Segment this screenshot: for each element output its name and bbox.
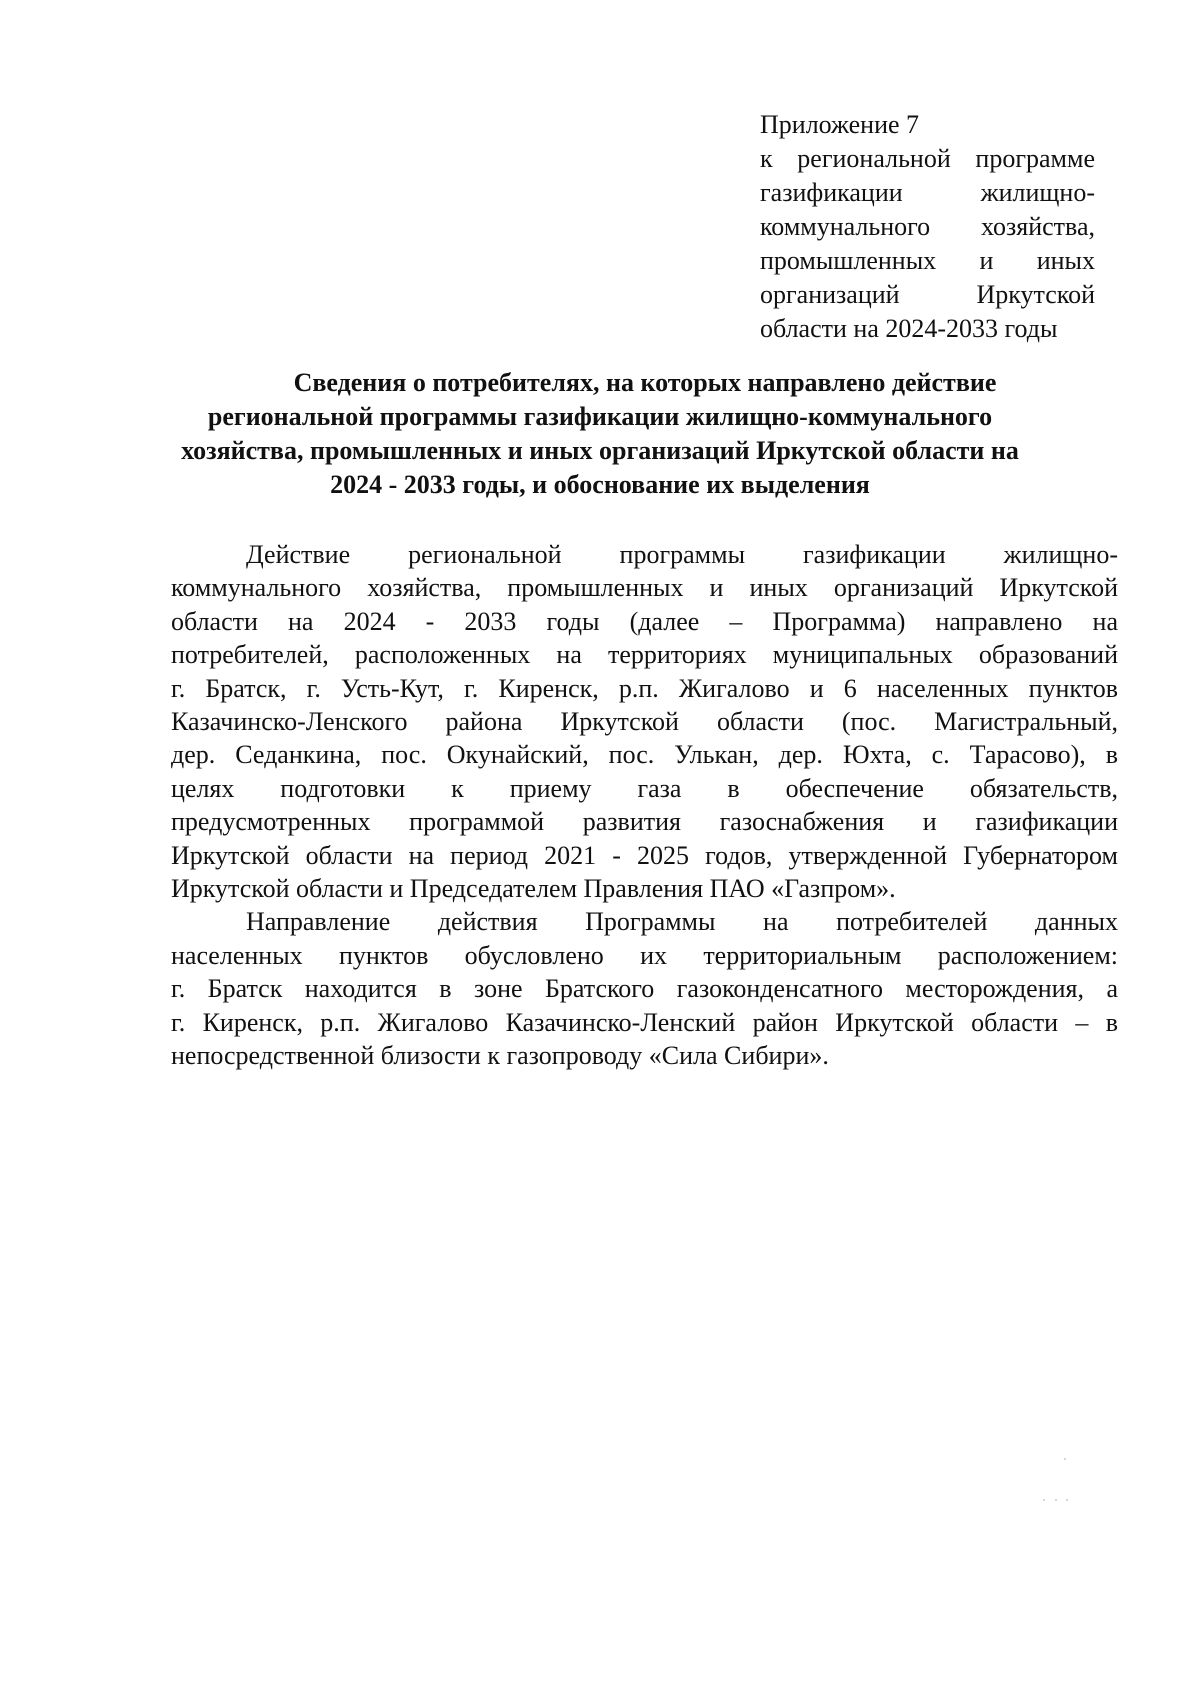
- appendix-line: к региональной программе: [760, 144, 1095, 173]
- paragraph-line: целях подготовки к приему газа в обеспечение обязательств,: [171, 773, 1118, 803]
- scan-speck: [1064, 1458, 1066, 1460]
- title-line: 2024 - 2033 годы, и обоснование их выделения: [330, 470, 870, 499]
- paragraph-line: Иркутской области и Председателем Правления ПАО «Газпром».: [171, 874, 896, 904]
- scan-speck: [1043, 1499, 1045, 1501]
- paragraph-line: населенных пунктов обусловлено их территориальным расположением:: [171, 940, 1118, 970]
- appendix-line: газификации жилищно-: [760, 178, 1095, 207]
- paragraph-line: Действие региональной программы газификации жилищно-: [246, 540, 1118, 569]
- scan-speck: [1066, 1499, 1068, 1501]
- paragraph-line: г. Братск находится в зоне Братского газоконденсатного месторождения, а: [171, 974, 1118, 1004]
- appendix-reference: [760, 108, 1095, 346]
- paragraph-line: коммунального хозяйства, промышленных и иных организаций Иркутской: [171, 573, 1118, 603]
- appendix-line: области на 2024-2033 годы: [760, 314, 1058, 343]
- appendix-line: коммунального хозяйства,: [760, 212, 1095, 241]
- appendix-number: Приложение 7: [760, 110, 920, 139]
- paragraph-line: г. Киренск, р.п. Жигалово Казачинско-Ленский район Иркутской области – в: [171, 1007, 1118, 1037]
- paragraph-line: Казачинско-Ленского района Иркутской области (пос. Магистральный,: [171, 707, 1118, 737]
- paragraph-1: [171, 538, 1118, 905]
- paragraph-line: Направление действия Программы на потребителей данных: [246, 907, 1118, 937]
- paragraph-line: области на 2024 - 2033 годы (далее – Программа) направлено на: [171, 606, 1118, 636]
- appendix-line: промышленных и иных: [760, 246, 1095, 275]
- appendix-line: организаций Иркутской: [760, 280, 1095, 309]
- title-line: региональной программы газификации жилищно-коммунального: [207, 402, 993, 431]
- paragraph-line: потребителей, расположенных на территориях муниципальных образований: [171, 640, 1118, 670]
- scan-speck: [1055, 1499, 1057, 1501]
- paragraph-line: Иркутской области на период 2021 - 2025 годов, утвержденной Губернатором: [171, 840, 1118, 870]
- paragraph-line: г. Братск, г. Усть-Кут, г. Киренск, р.п. Жигалово и 6 населенных пунктов: [171, 673, 1118, 703]
- document-title: [150, 366, 1050, 502]
- title-line: хозяйства, промышленных и иных организаций Иркутской области на: [181, 436, 1019, 465]
- paragraph-2: [171, 905, 1118, 1072]
- document-body: [171, 538, 1118, 1073]
- paragraph-line: предусмотренных программой развития газоснабжения и газификации: [171, 807, 1118, 837]
- paragraph-line: непосредственной близости к газопроводу «Сила Сибири».: [171, 1041, 829, 1071]
- paragraph-line: дер. Седанкина, пос. Окунайский, пос. Улькан, дер. Юхта, с. Тарасово), в: [171, 740, 1118, 770]
- title-line: Сведения о потребителях, на которых направлено действие: [293, 368, 997, 397]
